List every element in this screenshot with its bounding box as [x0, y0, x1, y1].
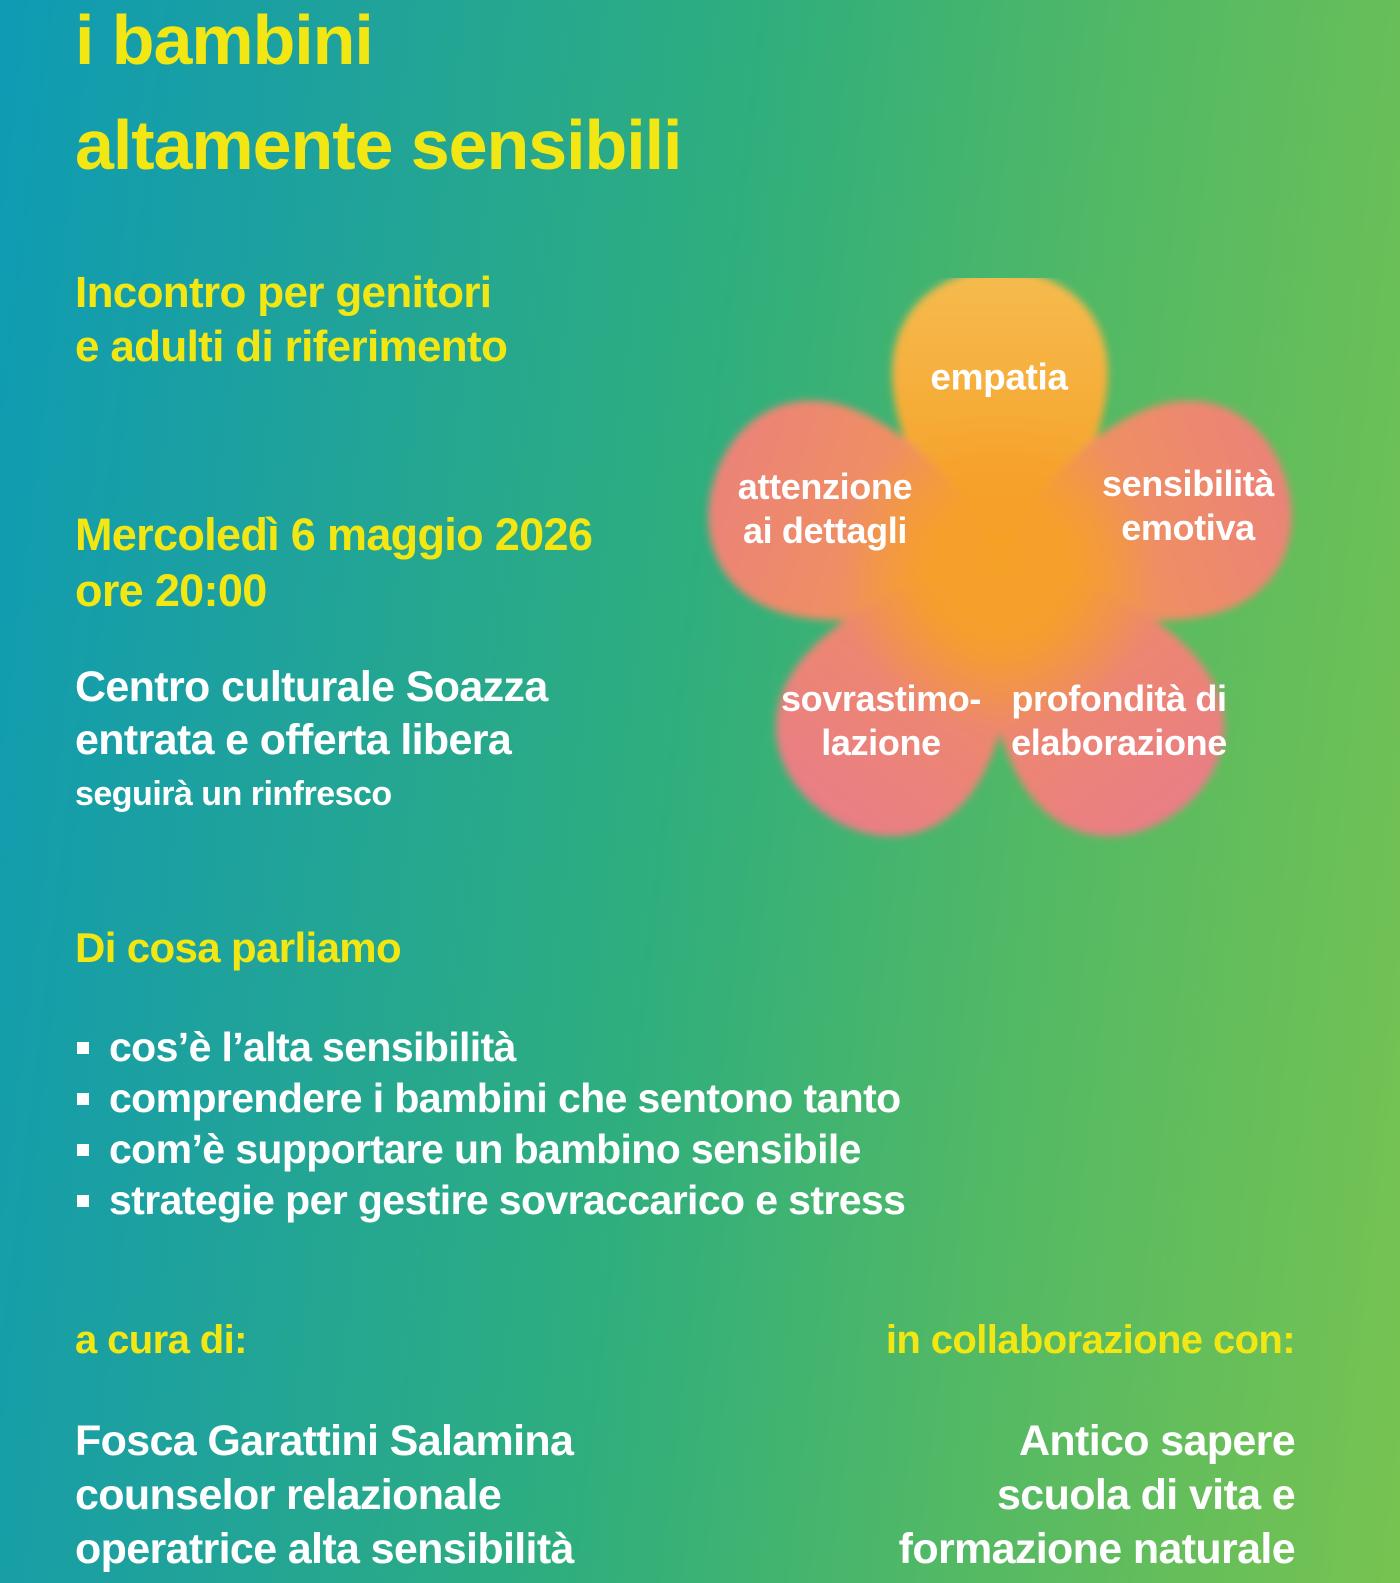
venue-name: Centro culturale Soazza: [75, 663, 548, 711]
bullet-square-icon: [77, 1093, 89, 1105]
subtitle-line-2: e adulti di riferimento: [75, 322, 508, 372]
petal-label-profondita-di-elaborazione: profondità di elaborazione: [1011, 678, 1227, 763]
title-line-1: i bambini: [75, 1, 373, 79]
partner-desc-1: scuola di vita e: [997, 1471, 1295, 1519]
curator-role-1: counselor relazionale: [75, 1471, 502, 1519]
petal-label-sovrastimolazione: sovrastimo- lazione: [780, 678, 982, 763]
flower-illustration: [690, 278, 1310, 858]
curator-heading: a cura di:: [75, 1318, 247, 1362]
poster-subtitle: [75, 266, 507, 374]
partner-desc-2: formazione naturale: [898, 1525, 1295, 1573]
topic-item: [75, 1022, 905, 1073]
topic-item: [75, 1175, 905, 1226]
curator-name: Fosca Garattini Salamina: [75, 1417, 574, 1465]
curator-block: [75, 1414, 574, 1576]
poster-title: [75, 0, 681, 198]
venue-note: seguirà un rinfresco: [75, 775, 392, 813]
topic-item: [75, 1124, 905, 1175]
venue-entry: entrata e offerta libera: [75, 715, 512, 764]
topic-item-label: strategie per gestire sovraccarico e stress: [109, 1177, 906, 1223]
event-time: ore 20:00: [75, 564, 267, 616]
venue-block: [75, 661, 548, 767]
petal-label-empatia: empatia: [930, 356, 1068, 398]
bullet-square-icon: [77, 1042, 89, 1054]
topic-item: [75, 1073, 905, 1124]
petal-label-sensibilita-emotiva: sensibilità emotiva: [1101, 463, 1275, 548]
title-line-2: altamente sensibili: [75, 106, 682, 184]
topics-heading: Di cosa parliamo: [75, 924, 402, 971]
topics-list: [75, 1022, 905, 1226]
partner-name: Antico sapere: [1019, 1417, 1295, 1465]
event-date: Mercoledì 6 maggio 2026: [75, 509, 593, 560]
topic-item-label: cos’è l’alta sensibilità: [109, 1024, 516, 1070]
curator-role-2: operatrice alta sensibilità: [75, 1525, 574, 1573]
bullet-square-icon: [77, 1144, 89, 1156]
bullet-square-icon: [77, 1195, 89, 1207]
partner-block: [899, 1414, 1295, 1576]
topic-item-label: com’è supportare un bambino sensibile: [109, 1126, 861, 1172]
petal-label-attenzione-ai-dettagli: attenzione ai dettagli: [737, 466, 913, 551]
collaboration-heading: in collaborazione con:: [885, 1318, 1295, 1362]
topic-item-label: comprendere i bambini che sentono tanto: [109, 1075, 901, 1121]
event-datetime: [75, 507, 592, 619]
subtitle-line-1: Incontro per genitori: [75, 268, 492, 317]
